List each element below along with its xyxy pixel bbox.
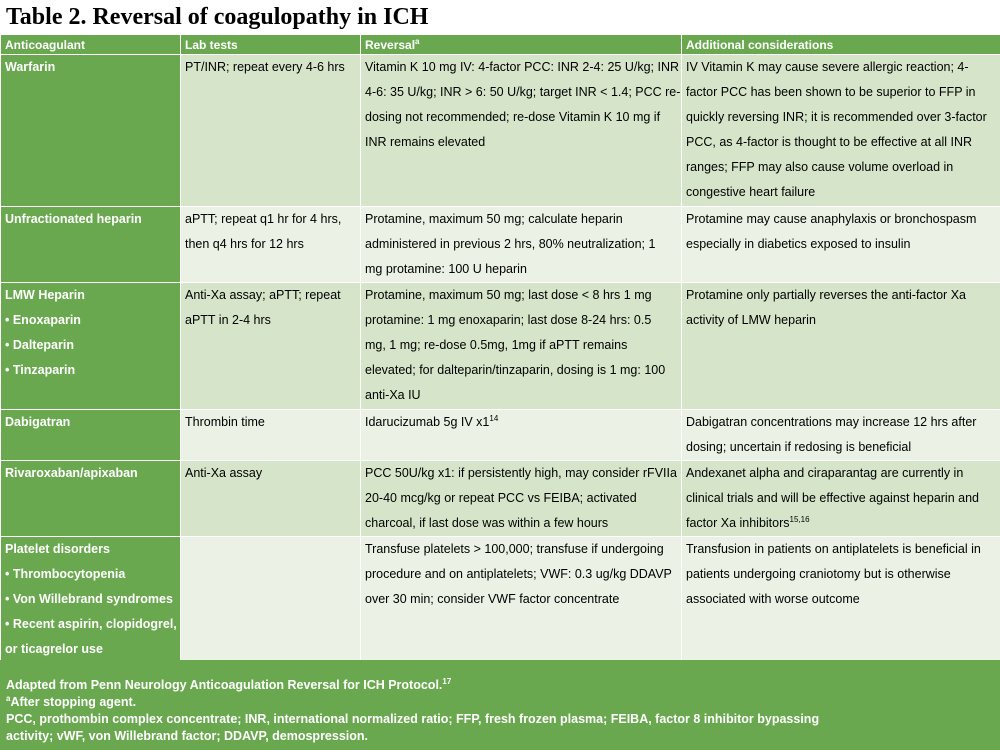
cell-line: [365, 55, 677, 80]
cell-line: [185, 55, 356, 80]
cell-line: [5, 358, 176, 383]
cell-line: [185, 461, 356, 486]
cell-line: [365, 232, 677, 257]
cell-additional-considerations: [682, 537, 1000, 664]
cell-line-text: • Enoxaparin: [5, 313, 81, 327]
cell-line: [365, 283, 677, 308]
reversal-table: [0, 34, 1000, 664]
cell-line: [686, 486, 996, 511]
cell-line: [686, 207, 996, 232]
cell-line: [5, 283, 176, 308]
cell-line-text: dosing; uncertain if redosing is beneficial: [686, 440, 912, 454]
cell-line-text: mg, 1 mg; re-dose 0.5mg, 1mg if aPTT remains: [365, 338, 628, 352]
cell-line: [365, 383, 677, 408]
cell-additional-considerations: [682, 207, 1000, 283]
cell-line-text: Vitamin K 10 mg IV: 4-factor PCC: INR 2-4: 25 U/kg; INR: [365, 60, 679, 74]
cell-line-text: Dabigatran: [5, 415, 71, 429]
cell-line-text: Idarucizumab 5g IV x1: [365, 415, 490, 429]
cell-line: [365, 308, 677, 333]
cell-line-text: Warfarin: [5, 60, 56, 74]
cell-line-text: IV Vitamin K may cause severe allergic reaction; 4-: [686, 60, 969, 74]
cell-line-text: PT/INR; repeat every 4-6 hrs: [185, 60, 345, 74]
cell-reversal: [361, 461, 682, 537]
cell-line: [185, 283, 356, 308]
cell-line-text: elevated; for dalteparin/tinzaparin, dosing is 1 mg: 100: [365, 363, 666, 377]
cell-anticoagulant: [1, 283, 181, 410]
cell-line: [365, 511, 677, 536]
cell-line: [5, 308, 176, 333]
cell-line: [686, 461, 996, 486]
cell-additional-considerations: [682, 283, 1000, 410]
cell-line-text: congestive heart failure: [686, 185, 816, 199]
cell-line: [686, 435, 996, 460]
cell-anticoagulant: [1, 537, 181, 664]
cell-line-text: PCC 50U/kg x1: if persistently high, may consider rFVIIa: [365, 466, 677, 480]
cell-lab-tests: [181, 410, 361, 461]
cell-line-text: Protamine may cause anaphylaxis or bronchospasm: [686, 212, 977, 226]
cell-line-text: Andexanet alpha and ciraparantag are currently in: [686, 466, 964, 480]
table-row: [1, 283, 1000, 410]
cell-line: [686, 587, 996, 612]
header-reversal-footnote-mark: a: [415, 37, 420, 46]
cell-line-text: 20-40 mcg/kg or repeat PCC vs FEIBA; activated: [365, 491, 637, 505]
cell-line-text: Anti-Xa assay: [185, 466, 263, 480]
cell-line-text: Platelet disorders: [5, 542, 110, 556]
citation-superscript: 14: [489, 414, 499, 423]
cell-line: [686, 130, 996, 155]
cell-line-text: Transfusion in patients on antiplatelets is beneficial in: [686, 542, 981, 556]
cell-line-text: associated with worse outcome: [686, 592, 860, 606]
cell-line: [686, 180, 996, 205]
cell-line: [686, 105, 996, 130]
cell-line: [5, 612, 176, 637]
cell-line: [5, 537, 176, 562]
cell-reversal: [361, 55, 682, 207]
cell-line: [365, 486, 677, 511]
table-row: [1, 55, 1000, 207]
table-footnotes: [0, 660, 1000, 750]
cell-line-text: aPTT in 2-4 hrs: [185, 313, 271, 327]
cell-line: [686, 410, 996, 435]
cell-line: [365, 257, 677, 282]
header-anticoagulant: Anticoagulant: [1, 35, 181, 55]
cell-line: [365, 130, 677, 155]
cell-line: [5, 587, 176, 612]
cell-line: [185, 410, 356, 435]
header-lab-tests: Lab tests: [181, 35, 361, 55]
cell-line-text: • Dalteparin: [5, 338, 74, 352]
cell-line-text: then q4 hrs for 12 hrs: [185, 237, 304, 251]
cell-line-text: protamine: 1 mg enoxaparin; last dose 8-24 hrs: 0.5: [365, 313, 652, 327]
cell-line-text: quickly reversing INR; it is recommended over 3-factor: [686, 110, 987, 124]
cell-line-text: Protamine, maximum 50 mg; last dose < 8 hrs 1 mg: [365, 288, 652, 302]
cell-anticoagulant: [1, 461, 181, 537]
cell-line: [185, 308, 356, 333]
cell-reversal: [361, 410, 682, 461]
header-row: [1, 35, 1000, 55]
cell-line-text: factor Xa inhibitors: [686, 516, 790, 530]
cell-line: [365, 80, 681, 105]
cell-line: [365, 410, 677, 435]
cell-anticoagulant: [1, 410, 181, 461]
footnote-a-text: After stopping agent.: [10, 695, 137, 709]
cell-reversal: [361, 283, 682, 410]
table-row: [1, 207, 1000, 283]
cell-line: [185, 207, 356, 232]
cell-line-text: procedure and on antiplatelets; VWF: 0.3 ug/kg DDAVP: [365, 567, 672, 581]
cell-line: [5, 207, 176, 232]
header-reversal: [361, 35, 682, 55]
cell-anticoagulant: [1, 55, 181, 207]
cell-anticoagulant: [1, 207, 181, 283]
cell-line-text: administered in previous 2 hrs, 80% neutralization; 1: [365, 237, 656, 251]
footnote-source: [6, 677, 994, 694]
cell-lab-tests: [181, 55, 361, 207]
cell-line: [365, 207, 677, 232]
footnote-source-text: Adapted from Penn Neurology Anticoagulation Reversal for ICH Protocol.: [6, 678, 443, 692]
cell-line: [365, 587, 677, 612]
cell-line-text: Unfractionated heparin: [5, 212, 142, 226]
cell-lab-tests: [181, 283, 361, 410]
cell-line-text: Anti-Xa assay; aPTT; repeat: [185, 288, 341, 302]
cell-line-text: Protamine only partially reverses the anti-factor Xa: [686, 288, 966, 302]
cell-line: [686, 155, 996, 180]
cell-line-text: factor PCC has been shown to be superior to FFP in: [686, 85, 976, 99]
cell-additional-considerations: [682, 461, 1000, 537]
cell-line-text: especially in diabetics exposed to insulin: [686, 237, 911, 251]
cell-line-text: Rivaroxaban/apixaban: [5, 466, 138, 480]
cell-line: [686, 80, 996, 105]
cell-line: [365, 358, 677, 383]
cell-line: [365, 333, 677, 358]
cell-line-text: • Recent aspirin, clopidogrel,: [5, 617, 177, 631]
cell-additional-considerations: [682, 410, 1000, 461]
cell-line-text: INR remains elevated: [365, 135, 486, 149]
cell-line: [686, 562, 996, 587]
cell-line-text: • Tinzaparin: [5, 363, 76, 377]
cell-line: [5, 55, 176, 80]
cell-line-text: aPTT; repeat q1 hr for 4 hrs,: [185, 212, 342, 226]
cell-line-text: LMW Heparin: [5, 288, 85, 302]
cell-line: [686, 511, 996, 536]
cell-line-text: Transfuse platelets > 100,000; transfuse if undergoing: [365, 542, 664, 556]
cell-lab-tests: [181, 537, 361, 664]
cell-lab-tests: [181, 461, 361, 537]
footnote-source-ref: 17: [442, 677, 452, 686]
cell-line: [686, 232, 996, 257]
cell-line-text: Thrombin time: [185, 415, 265, 429]
cell-line: [686, 283, 996, 308]
cell-line: [365, 537, 677, 562]
cell-reversal: [361, 537, 682, 664]
cell-reversal: [361, 207, 682, 283]
cell-line-text: anti-Xa IU: [365, 388, 421, 402]
cell-line: [5, 562, 176, 587]
cell-line-text: • Thrombocytopenia: [5, 567, 126, 581]
table-title: Table 2. Reversal of coagulopathy in ICH: [6, 4, 429, 30]
header-reversal-label: Reversal: [365, 38, 416, 52]
cell-line: [5, 461, 176, 486]
table-row: [1, 461, 1000, 537]
footnote-a-mark: a: [6, 694, 11, 703]
cell-line-text: Protamine, maximum 50 mg; calculate heparin: [365, 212, 623, 226]
footnote-abbreviations-1: PCC, prothombin complex concentrate; INR, international normalized ratio; FFP, fresh frozen plasma; FEIBA, factor 8 inhibitor bypassing: [6, 712, 820, 726]
cell-line: [365, 562, 677, 587]
cell-line: [5, 637, 176, 662]
cell-line-text: charcoal, if last dose was within a few hours: [365, 516, 609, 530]
table-row: [1, 537, 1000, 664]
cell-line-text: over 30 min; consider VWF factor concentrate: [365, 592, 620, 606]
cell-line: [686, 537, 996, 562]
footnote-a: [6, 694, 994, 711]
table-row: [1, 410, 1000, 461]
cell-line-text: activity of LMW heparin: [686, 313, 816, 327]
citation-superscript: 15,16: [789, 515, 810, 524]
header-additional-considerations: Additional considerations: [682, 35, 1000, 55]
cell-lab-tests: [181, 207, 361, 283]
cell-line-text: • Von Willebrand syndromes: [5, 592, 173, 606]
cell-line-text: dosing not recommended; re-dose Vitamin K 10 mg if: [365, 110, 661, 124]
cell-line: [365, 461, 677, 486]
cell-line-text: mg protamine: 100 U heparin: [365, 262, 527, 276]
cell-line: [5, 410, 176, 435]
cell-line: [5, 333, 176, 358]
cell-line: [185, 232, 356, 257]
footnote-abbreviations-2: activity; vWF, von Willebrand factor; DDAVP, demospression.: [6, 729, 368, 743]
cell-line: [686, 308, 996, 333]
cell-line: [686, 55, 996, 80]
cell-additional-considerations: [682, 55, 1000, 207]
cell-line: [365, 105, 677, 130]
cell-line-text: PCC, as 4-factor is thought to be effective at all INR: [686, 135, 973, 149]
cell-line-text: 4-6: 35 U/kg; INR > 6: 50 U/kg; target INR < 1.4; PCC re-: [365, 85, 681, 99]
cell-line-text: or ticagrelor use: [5, 642, 103, 656]
cell-line-text: patients undergoing craniotomy but is otherwise: [686, 567, 951, 581]
cell-line-text: clinical trials and will be effective against heparin and: [686, 491, 979, 505]
cell-line-text: Dabigatran concentrations may increase 12 hrs after: [686, 415, 977, 429]
cell-line-text: ranges; FFP may also cause volume overload in: [686, 160, 954, 174]
